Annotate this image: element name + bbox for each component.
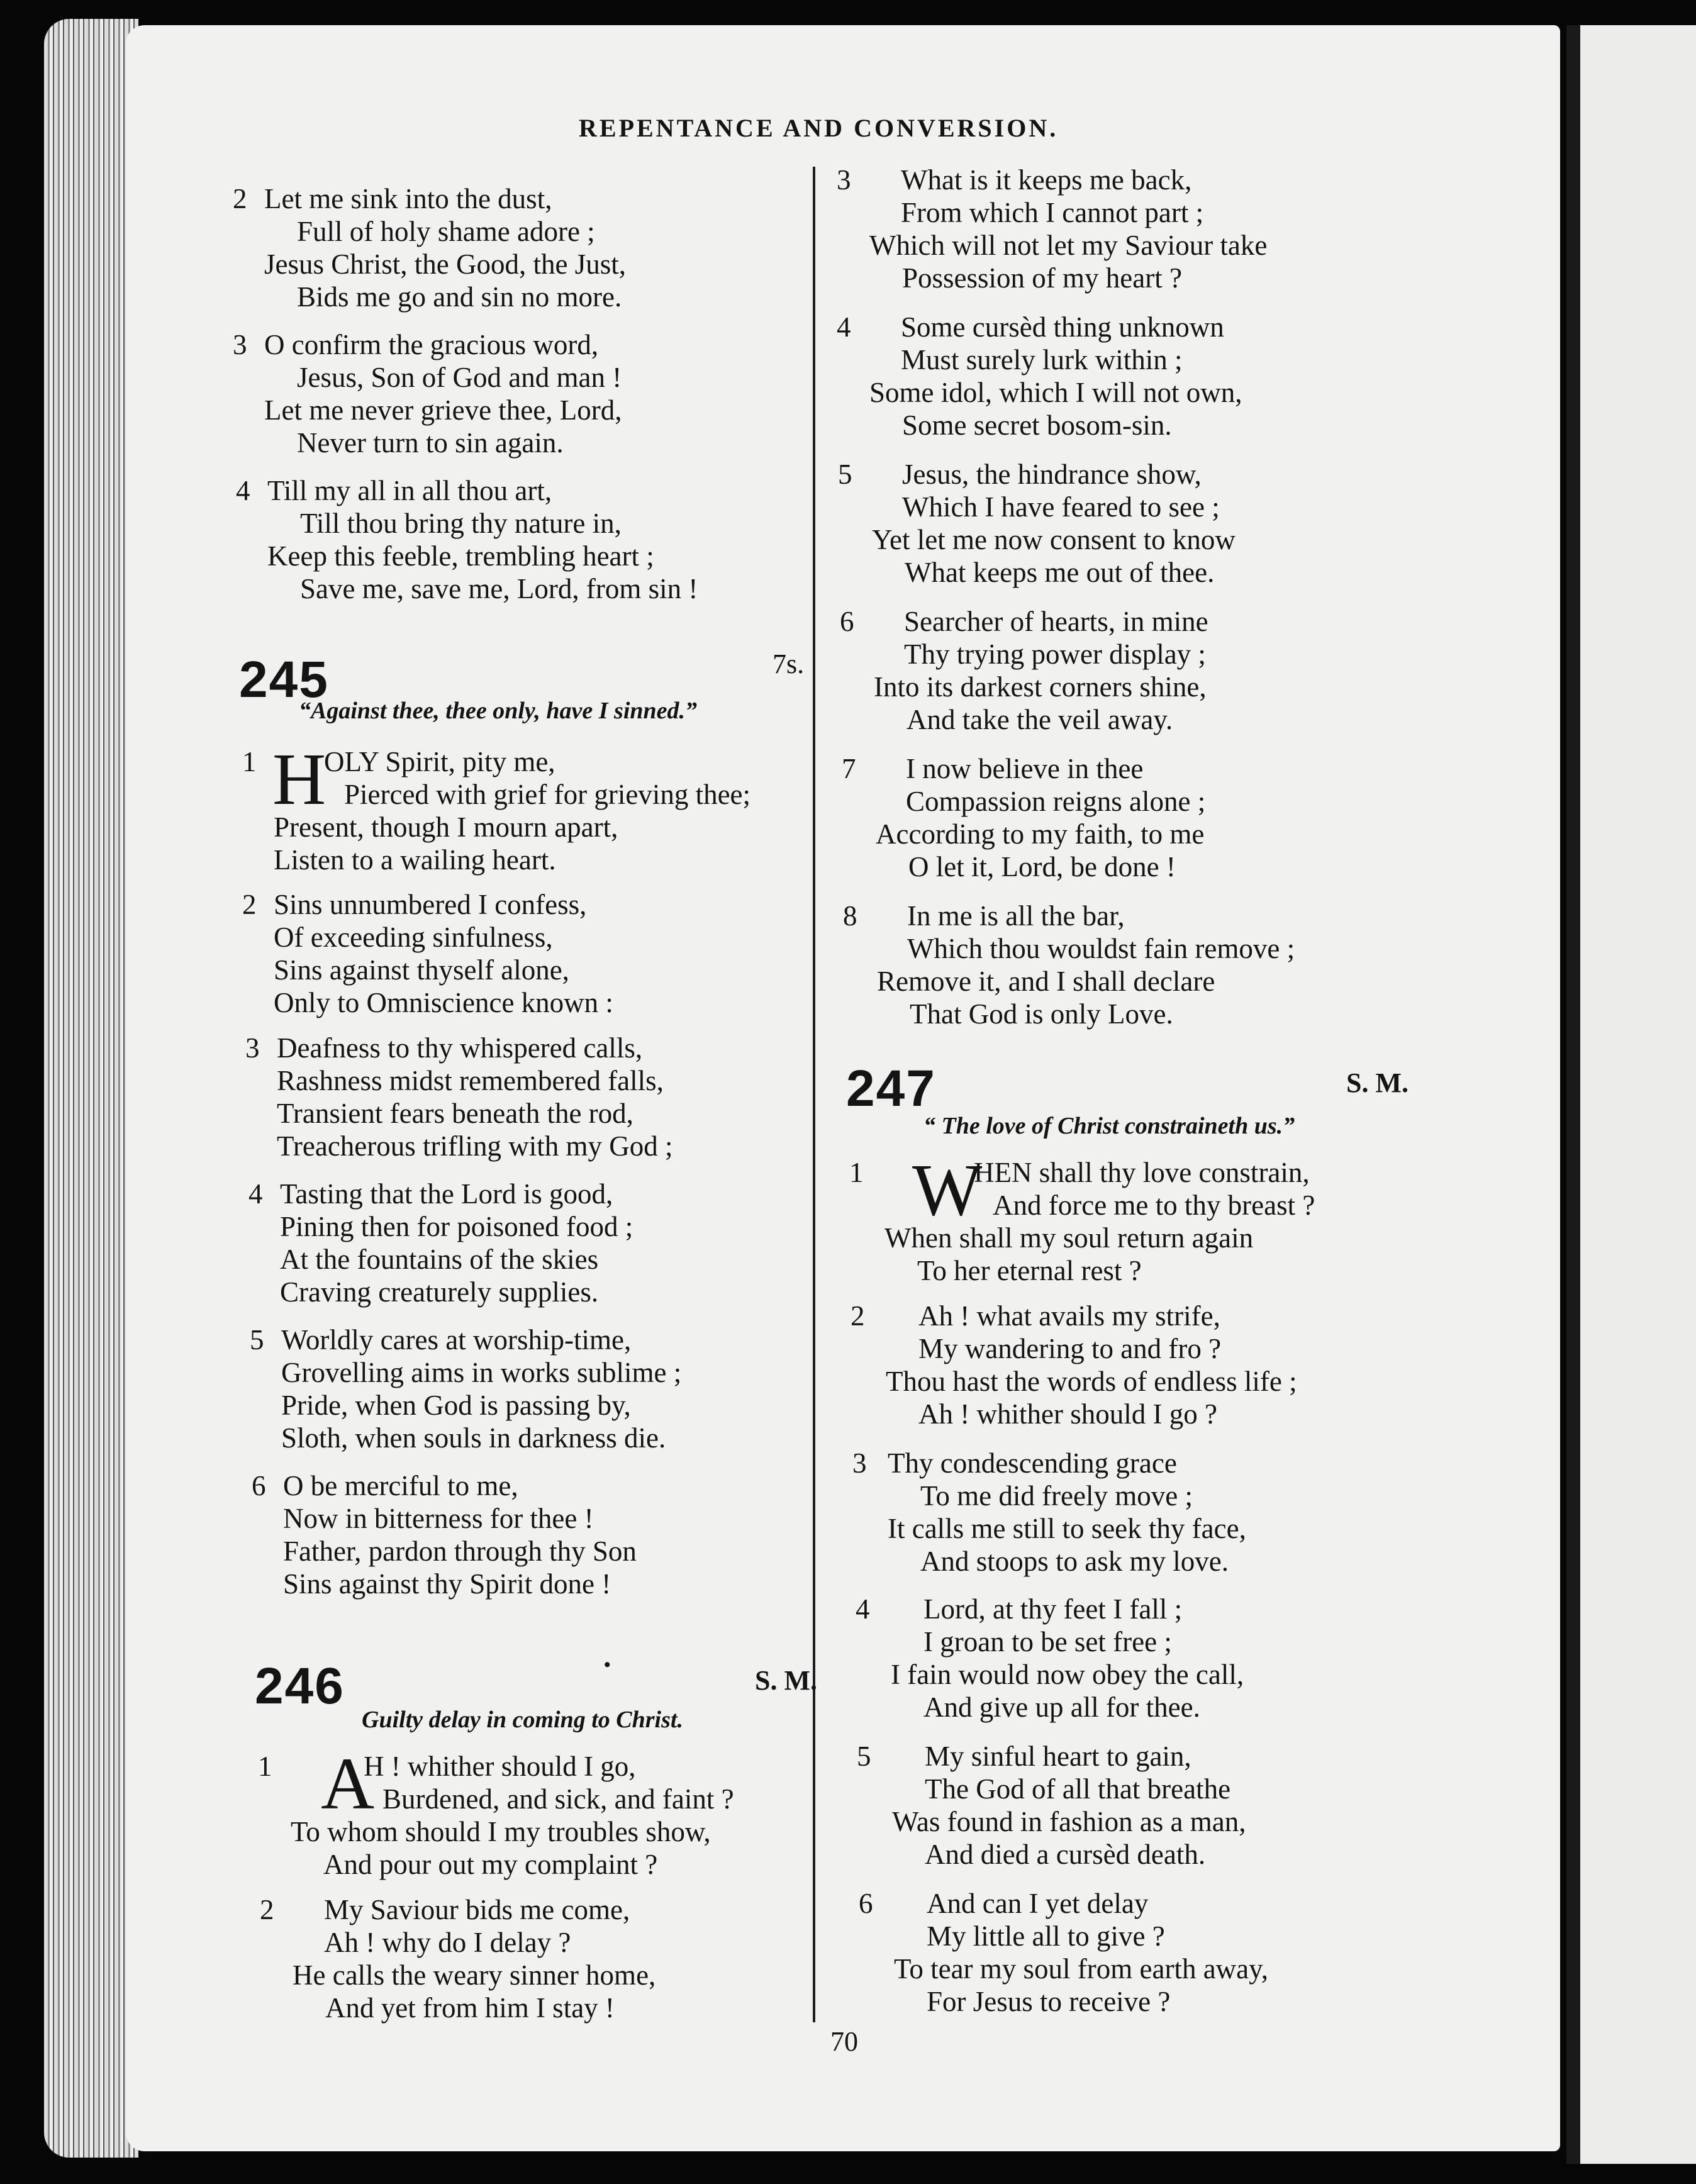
- hymn-motto: “Against thee, thee only, have I sinned.”: [299, 698, 698, 724]
- verse-line: Thy condescending grace: [888, 1447, 1177, 1479]
- verse-line: The God of all that breathe: [925, 1773, 1231, 1805]
- verse-number: 5: [838, 459, 852, 490]
- verse-number: 6: [252, 1470, 266, 1502]
- verse-line: Pierced with grief for grieving thee;: [344, 779, 751, 810]
- verse-line: Thou hast the words of endless life ;: [886, 1366, 1297, 1397]
- verse-number: 6: [840, 606, 854, 637]
- verse-line: And died a cursèd death.: [925, 1839, 1206, 1870]
- stray-mark: •: [604, 1654, 611, 1675]
- verse-line: Ah ! what avails my strife,: [918, 1300, 1220, 1332]
- verse-line: Into its darkest corners shine,: [874, 671, 1207, 703]
- verse-number: 6: [859, 1888, 873, 1919]
- verse-number: 3: [837, 164, 851, 196]
- verse-line: Keep this feeble, trembling heart ;: [267, 540, 654, 572]
- verse-line: Which thou wouldst fain remove ;: [907, 933, 1295, 964]
- verse-number: 4: [236, 475, 250, 506]
- verse-line: Never turn to sin again.: [297, 427, 564, 459]
- verse-line: Let me never grieve thee, Lord,: [264, 394, 622, 426]
- verse-line: Was found in fashion as a man,: [892, 1806, 1246, 1837]
- verse-line: At the fountains of the skies: [280, 1244, 599, 1275]
- verse-line: To tear my soul from earth away,: [894, 1953, 1268, 1985]
- verse-line: And take the veil away.: [907, 704, 1173, 735]
- verse-line: Treacherous trifling with my God ;: [277, 1130, 673, 1162]
- hymn-meter: 7s.: [773, 649, 805, 679]
- verse-line: Worldly cares at worship-time,: [281, 1324, 632, 1356]
- verse-line: Yet let me now consent to know: [872, 524, 1236, 555]
- hymn-number: 245: [239, 651, 329, 708]
- binding-shadow: [1566, 25, 1580, 2164]
- verse-line: Jesus Christ, the Good, the Just,: [264, 248, 627, 280]
- verse-number: 8: [843, 900, 857, 932]
- verse-line: My sinful heart to gain,: [925, 1741, 1191, 1772]
- verse-line: O confirm the gracious word,: [264, 329, 599, 360]
- verse-line: Listen to a wailing heart.: [274, 844, 556, 876]
- verse-line: Pining then for poisoned food ;: [280, 1211, 633, 1242]
- verse-line: Jesus, Son of God and man !: [297, 362, 622, 393]
- verse-line: Which I have feared to see ;: [902, 491, 1220, 523]
- hymn-meter: S. M.: [1346, 1067, 1409, 1098]
- verse-line: Thy trying power display ;: [904, 638, 1206, 670]
- verse-number: 5: [250, 1324, 264, 1356]
- verse-line: When shall my soul return again: [884, 1222, 1254, 1254]
- verse-line: Till thou bring thy nature in,: [300, 508, 622, 539]
- verse-number: 4: [837, 311, 851, 343]
- verse-line: Sloth, when souls in darkness die.: [281, 1422, 666, 1454]
- verse-number: 2: [260, 1894, 274, 1925]
- verse-number: 5: [857, 1741, 871, 1772]
- verse-line: And stoops to ask my love.: [920, 1546, 1229, 1577]
- drop-cap: H: [272, 738, 326, 820]
- hymn-number: 247: [846, 1060, 936, 1117]
- verse-line: Transient fears beneath the rod,: [277, 1098, 633, 1129]
- verse-line: That God is only Love.: [910, 998, 1173, 1030]
- verse-line: And give up all for thee.: [923, 1691, 1200, 1723]
- verse-number: 3: [852, 1447, 867, 1479]
- verse-number: 3: [245, 1032, 260, 1064]
- hymn-number: 246: [255, 1658, 345, 1715]
- page-edges: [44, 19, 138, 2158]
- verse-line: Tasting that the Lord is good,: [280, 1178, 613, 1210]
- verse-line: To her eternal rest ?: [917, 1255, 1142, 1286]
- running-header: REPENTANCE AND CONVERSION.: [579, 114, 1059, 142]
- verse-number: 7: [842, 753, 856, 784]
- verse-line: Ah ! why do I delay ?: [324, 1927, 571, 1958]
- verse-line: Burdened, and sick, and faint ?: [382, 1783, 734, 1815]
- verse-line: Ah ! whither should I go ?: [918, 1398, 1217, 1430]
- verse-line: Craving creaturely supplies.: [280, 1276, 599, 1308]
- verse-line: Sins against thy Spirit done !: [283, 1568, 611, 1600]
- verse-line: Till my all in all thou art,: [267, 475, 552, 506]
- verse-line: What keeps me out of thee.: [905, 557, 1215, 588]
- verse-line: Pride, when God is passing by,: [281, 1390, 631, 1421]
- verse-line: Present, though I mourn apart,: [274, 811, 618, 843]
- hymn-meter: S. M.: [755, 1665, 817, 1696]
- verse-line: O let it, Lord, be done !: [908, 851, 1176, 883]
- verse-line: HEN shall thy love constrain,: [974, 1157, 1310, 1188]
- verse-line: Bids me go and sin no more.: [297, 281, 622, 313]
- verse-line: Must surely lurk within ;: [901, 344, 1183, 376]
- verse-line: Now in bitterness for thee !: [283, 1503, 594, 1534]
- verse-line: According to my faith, to me: [876, 818, 1205, 850]
- verse-line: My wandering to and fro ?: [918, 1333, 1222, 1364]
- verse-number: 2: [851, 1300, 865, 1332]
- verse-line: For Jesus to receive ?: [927, 1986, 1171, 2017]
- verse-line: To whom should I my troubles show,: [291, 1816, 711, 1847]
- verse-line: Save me, save me, Lord, from sin !: [300, 573, 698, 604]
- verse-line: And yet from him I stay !: [325, 1992, 615, 2024]
- verse-number: 4: [856, 1593, 870, 1625]
- column-divider: [813, 167, 815, 2022]
- verse-line: To me did freely move ;: [920, 1480, 1193, 1512]
- verse-line: In me is all the bar,: [907, 900, 1125, 932]
- verse-line: O be merciful to me,: [283, 1470, 518, 1502]
- verse-line: And pour out my complaint ?: [323, 1849, 658, 1880]
- hymn-motto: “ The love of Christ constraineth us.”: [923, 1113, 1295, 1139]
- verse-line: Remove it, and I shall declare: [877, 966, 1215, 997]
- verse-line: OLY Spirit, pity me,: [324, 746, 555, 777]
- verse-number: 1: [849, 1157, 864, 1188]
- verse-line: My little all to give ?: [927, 1920, 1165, 1952]
- verse-line: Compassion reigns alone ;: [906, 786, 1206, 817]
- verse-line: I now believe in thee: [906, 753, 1144, 784]
- verse-line: H ! whither should I go,: [364, 1751, 636, 1782]
- verse-number: 1: [242, 746, 257, 777]
- verse-line: Full of holy shame adore ;: [297, 216, 595, 247]
- verse-line: He calls the weary sinner home,: [293, 1959, 656, 1991]
- verse-number: 2: [233, 183, 247, 214]
- verse-line: And can I yet delay: [927, 1888, 1149, 1919]
- verse-number: 1: [258, 1751, 272, 1782]
- verse-line: I groan to be set free ;: [923, 1626, 1172, 1658]
- verse-line: Sins against thyself alone,: [274, 954, 569, 986]
- verse-line: It calls me still to seek thy face,: [888, 1513, 1246, 1544]
- verse-line: I fain would now obey the call,: [891, 1659, 1244, 1690]
- verse-line: What is it keeps me back,: [901, 164, 1192, 196]
- verse-line: Which will not let my Saviour take: [869, 230, 1268, 261]
- drop-cap: W: [912, 1149, 983, 1231]
- page-number: 70: [830, 2026, 858, 2057]
- verse-number: 3: [233, 329, 247, 360]
- verse-line: Deafness to thy whispered calls,: [277, 1032, 643, 1064]
- verse-line: Sins unnumbered I confess,: [274, 889, 587, 920]
- hymn-motto: Guilty delay in coming to Christ.: [362, 1707, 683, 1733]
- verse-line: Some cursèd thing unknown: [901, 311, 1224, 343]
- verse-line: Father, pardon through thy Son: [283, 1535, 637, 1567]
- verse-line: And force me to thy breast ?: [993, 1190, 1315, 1221]
- verse-line: Lord, at thy feet I fall ;: [923, 1593, 1183, 1625]
- verse-line: My Saviour bids me come,: [324, 1894, 630, 1925]
- verse-line: Of exceeding sinfulness,: [274, 922, 553, 953]
- drop-cap: A: [321, 1742, 375, 1825]
- facing-page-edge: [1566, 25, 1696, 2164]
- verse-line: Searcher of hearts, in mine: [904, 606, 1208, 637]
- verse-line: Jesus, the hindrance show,: [902, 459, 1202, 490]
- verse-line: Some secret bosom-sin.: [902, 410, 1172, 441]
- verse-line: Possession of my heart ?: [902, 262, 1182, 294]
- verse-line: Rashness midst remembered falls,: [277, 1065, 664, 1096]
- verse-line: Only to Omniscience known :: [274, 987, 613, 1018]
- verse-line: Some idol, which I will not own,: [869, 377, 1242, 408]
- verse-line: From which I cannot part ;: [901, 197, 1204, 228]
- verse-line: Grovelling aims in works sublime ;: [281, 1357, 682, 1388]
- verse-number: 2: [242, 889, 257, 920]
- verse-number: 4: [248, 1178, 263, 1210]
- verse-line: Let me sink into the dust,: [264, 183, 552, 214]
